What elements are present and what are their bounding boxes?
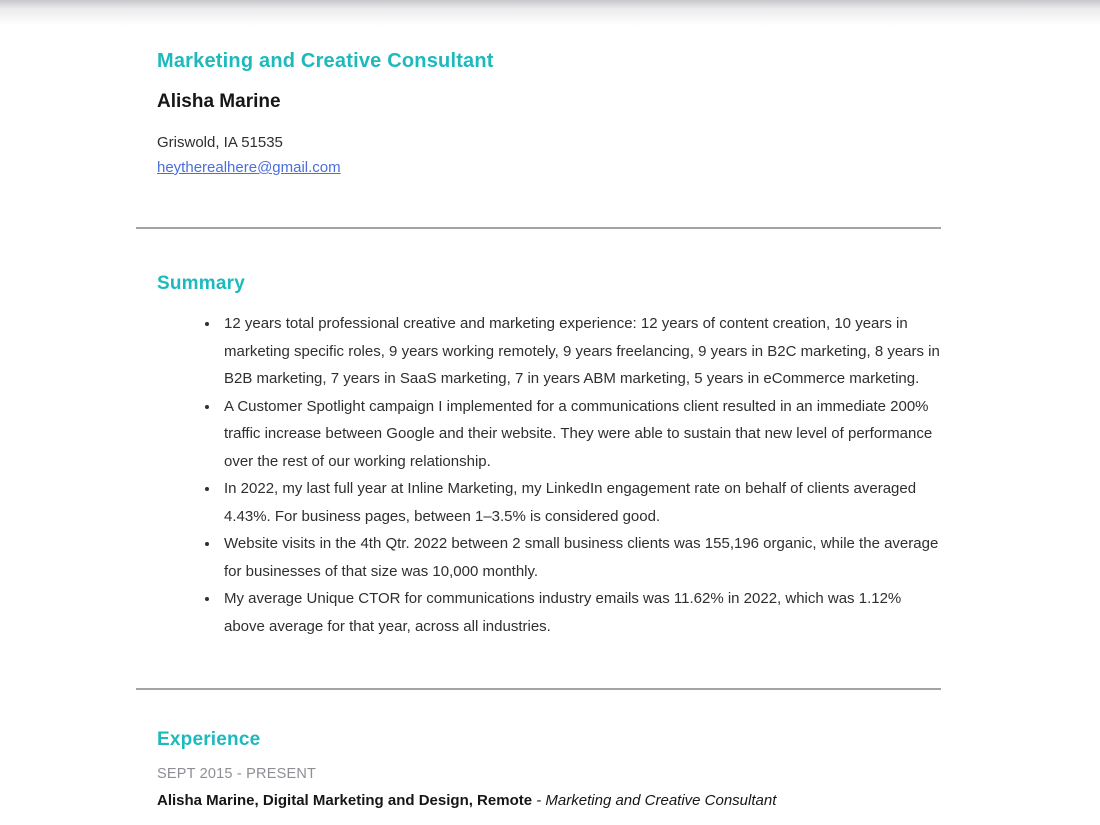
person-name: Alisha Marine xyxy=(157,91,281,112)
summary-heading: Summary xyxy=(157,273,245,294)
job-title-line xyxy=(157,792,945,809)
job-separator: - xyxy=(536,792,542,809)
summary-bullet: • 12 years total professional creative and marketing experience: 12 years of content creation, 10 years in marketing specific roles, 9 years working remotely, 9 years freelancing, 9 years in B2C marketing, 8 years in B2B marketing, 7 years in SaaS marketing, 7 in years ABM marketing, 5 years in eCommerce marketing. xyxy=(220,310,945,393)
job-date-range: SEPT 2015 - PRESENT xyxy=(157,766,317,782)
job-employer: Alisha Marine, Digital Marketing and Design, Remote xyxy=(157,792,533,809)
document-title: Marketing and Creative Consultant xyxy=(157,50,494,72)
section-divider xyxy=(136,688,941,690)
section-divider xyxy=(136,227,941,229)
contact-email xyxy=(157,159,945,176)
resume-document xyxy=(0,26,1100,809)
summary-bullet: • In 2022, my last full year at Inline Marketing, my LinkedIn engagement rate on behalf of clients averaged 4.43%. For business pages, between 1–3.5% is considered good. xyxy=(220,475,945,530)
viewer-top-shadow xyxy=(0,0,1100,26)
job-role: Marketing and Creative Consultant xyxy=(545,792,777,809)
summary-bullet: • My average Unique CTOR for communications industry emails was 11.62% in 2022, which was 1.12% above average for that year, across all industries. xyxy=(220,585,945,640)
email-link[interactable]: heytherealhere@gmail.com xyxy=(157,159,341,176)
summary-bullet-list xyxy=(157,310,945,640)
contact-location: Griswold, IA 51535 xyxy=(157,134,283,151)
summary-bullet: • A Customer Spotlight campaign I implemented for a communications client resulted in an immediate 200% traffic increase between Google and their website. They were able to sustain that new level of performance over the rest of our working relationship. xyxy=(220,393,945,476)
experience-heading: Experience xyxy=(157,729,261,750)
summary-bullet: • Website visits in the 4th Qtr. 2022 between 2 small business clients was 155,196 organic, while the average for businesses of that size was 10,000 monthly. xyxy=(220,530,945,585)
